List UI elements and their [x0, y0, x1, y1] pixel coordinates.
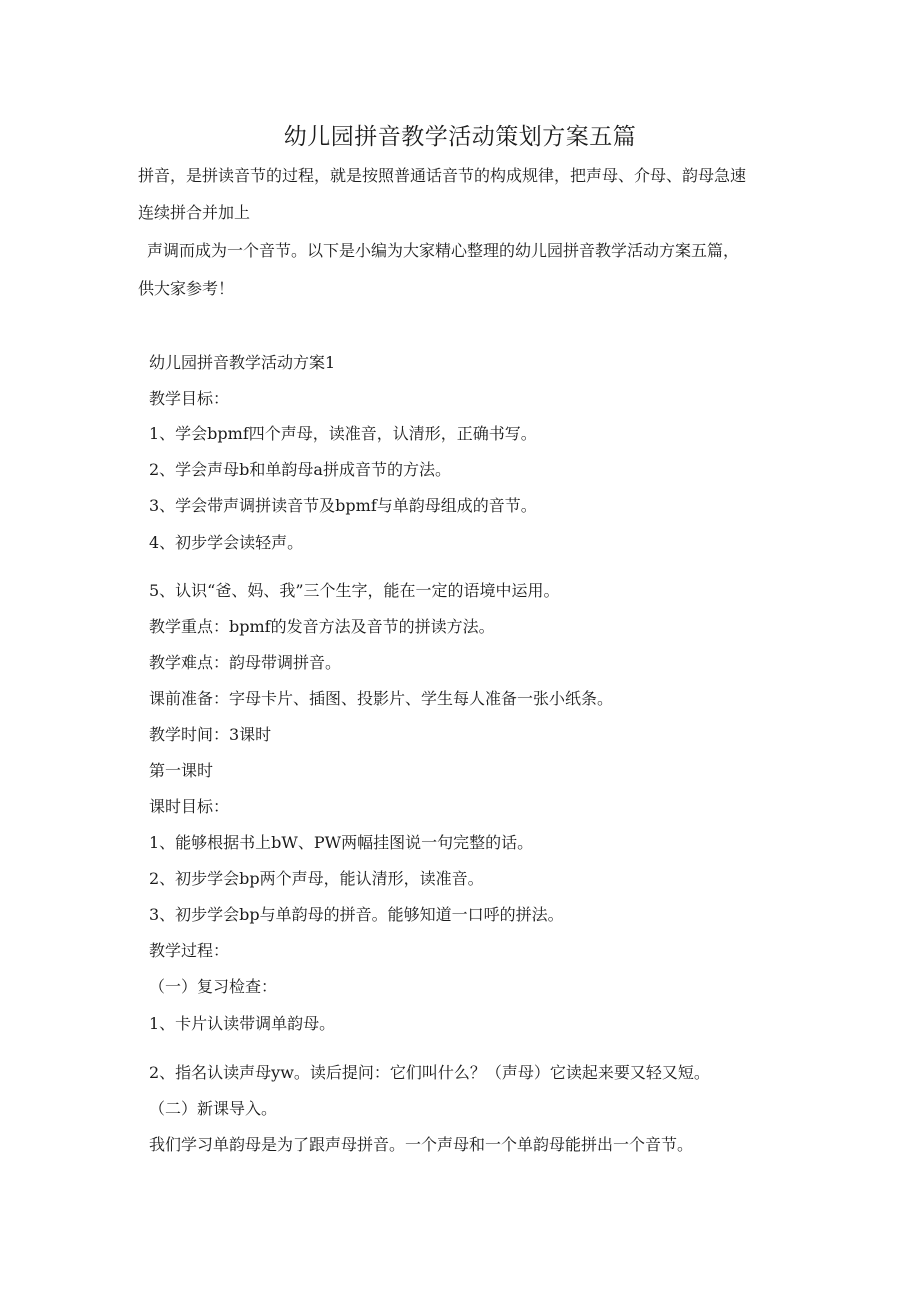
body-line: 教学目标：: [149, 389, 230, 408]
intro-line: 供大家参考！: [138, 279, 235, 298]
body-line: 2、学会声母b和单韵母a拼成音节的方法。: [149, 460, 451, 479]
intro-line: 拼音，是拼读音节的过程，就是按照普通话音节的构成规律，把声母、介母、韵母急速: [138, 166, 747, 185]
body-line: 教学时间：3课时: [149, 725, 272, 744]
body-line: 第一课时: [149, 761, 214, 780]
body-line: 课前准备：字母卡片、插图、投影片、学生每人准备一张小纸条。: [149, 689, 614, 708]
body-line: （一）复习检查：: [149, 977, 278, 996]
body-line: 4、初步学会读轻声。: [149, 533, 304, 552]
body-line: 1、能够根据书上bW、PW两幅挂图说一句完整的话。: [149, 833, 534, 852]
body-line: 教学过程：: [149, 941, 230, 960]
body-line: （二）新课导入。: [149, 1099, 278, 1118]
body-line: 3、学会带声调拼读音节及bpmf与单韵母组成的音节。: [149, 496, 537, 515]
body-line: 2、指名认读声母yw。读后提问：它们叫什么？（声母）它读起来要又轻又短。: [149, 1063, 710, 1082]
body-line: 课时目标：: [149, 797, 230, 816]
body-line: 5、认识“爸、妈、我”三个生字，能在一定的语境中运用。: [149, 581, 560, 600]
body-line: 1、卡片认读带调单韵母。: [149, 1014, 336, 1033]
intro-line: 连续拼合并加上: [138, 203, 251, 222]
body-line: 1、学会bpmf四个声母，读准音，认清形，正确书写。: [149, 424, 537, 443]
body-line: 2、初步学会bp两个声母，能认清形，读准音。: [149, 869, 484, 888]
document-title: 幼儿园拼音教学活动策划方案五篇: [283, 124, 637, 150]
body-line: 教学难点：韵母带调拼音。: [149, 653, 342, 672]
body-line: 教学重点：bpmf的发音方法及音节的拼读方法。: [149, 617, 495, 636]
body-line: 3、初步学会bp与单韵母的拼音。能够知道一口呼的拼法。: [149, 905, 564, 924]
section-heading: 幼儿园拼音教学活动方案1: [149, 353, 336, 372]
body-line: 我们学习单韵母是为了跟声母拼音。一个声母和一个单韵母能拼出一个音节。: [149, 1135, 694, 1154]
intro-line: 声调而成为一个音节。以下是小编为大家精心整理的幼儿园拼音教学活动方案五篇，: [147, 241, 740, 260]
